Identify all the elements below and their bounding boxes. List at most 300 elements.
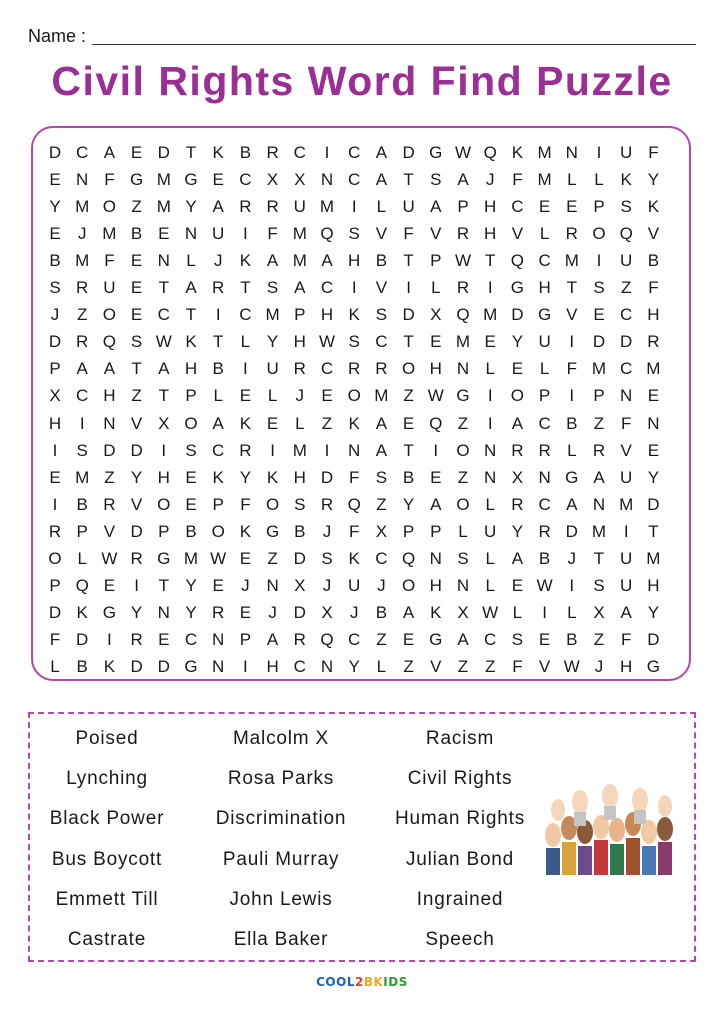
grid-letter[interactable]: N <box>212 656 225 676</box>
grid-letter[interactable]: F <box>403 224 414 244</box>
grid-letter[interactable]: N <box>484 440 497 460</box>
grid-letter[interactable]: I <box>596 143 602 162</box>
grid-letter[interactable]: U <box>212 224 225 244</box>
grid-letter[interactable]: Y <box>402 494 415 514</box>
grid-letter[interactable]: N <box>76 170 89 190</box>
grid-letter[interactable]: T <box>403 251 414 271</box>
grid-letter[interactable]: S <box>593 575 605 595</box>
grid-letter[interactable]: J <box>377 575 386 595</box>
grid-letter[interactable]: O <box>157 494 171 514</box>
grid-letter[interactable]: H <box>293 467 306 487</box>
grid-letter[interactable]: Y <box>511 521 524 541</box>
grid-letter[interactable]: O <box>510 386 524 406</box>
grid-letter[interactable]: E <box>49 467 61 487</box>
grid-letter[interactable]: C <box>348 170 361 190</box>
grid-letter[interactable]: L <box>539 224 550 244</box>
grid-letter[interactable]: A <box>375 170 388 190</box>
grid-letter[interactable]: L <box>567 170 577 190</box>
grid-letter[interactable]: R <box>293 359 306 379</box>
grid-letter[interactable]: E <box>185 494 197 514</box>
grid-letter[interactable]: N <box>320 656 334 676</box>
grid-letter[interactable]: R <box>293 629 306 649</box>
name-input-line[interactable] <box>92 44 696 45</box>
grid-letter[interactable]: M <box>646 548 661 568</box>
grid-letter[interactable]: B <box>294 521 306 541</box>
grid-letter[interactable]: M <box>591 359 607 379</box>
grid-letter[interactable]: R <box>538 521 551 541</box>
grid-letter[interactable]: V <box>511 224 524 244</box>
grid-letter[interactable]: L <box>485 575 495 595</box>
grid-letter[interactable]: J <box>322 521 332 541</box>
grid-letter[interactable]: T <box>648 521 659 541</box>
grid-letter[interactable]: W <box>454 251 472 271</box>
grid-letter[interactable]: N <box>103 413 116 433</box>
grid-letter[interactable]: F <box>104 251 115 271</box>
grid-letter[interactable]: Z <box>104 467 115 487</box>
grid-letter[interactable]: K <box>239 251 252 271</box>
grid-letter[interactable]: A <box>103 359 116 379</box>
grid-letter[interactable]: S <box>49 278 61 298</box>
grid-letter[interactable]: E <box>239 602 252 622</box>
grid-letter[interactable]: M <box>102 224 117 244</box>
grid-letter[interactable]: L <box>512 602 523 622</box>
grid-letter[interactable]: E <box>130 143 143 162</box>
grid-letter[interactable]: Q <box>320 629 334 649</box>
grid-letter[interactable]: A <box>375 413 388 433</box>
grid-letter[interactable]: V <box>130 413 143 433</box>
grid-letter[interactable]: T <box>593 548 605 568</box>
grid-letter[interactable]: B <box>76 494 88 514</box>
grid-letter[interactable]: V <box>620 440 632 460</box>
grid-letter[interactable]: S <box>294 494 306 514</box>
grid-letter[interactable]: R <box>511 440 524 460</box>
grid-letter[interactable]: L <box>376 197 387 217</box>
grid-letter[interactable]: W <box>536 575 553 595</box>
grid-letter[interactable]: N <box>456 359 470 379</box>
grid-letter[interactable]: Z <box>620 278 632 298</box>
grid-letter[interactable]: O <box>401 575 416 595</box>
grid-letter[interactable]: G <box>129 170 144 190</box>
grid-letter[interactable]: I <box>52 494 58 514</box>
grid-letter[interactable]: C <box>348 143 361 162</box>
grid-letter[interactable]: L <box>567 440 577 460</box>
grid-letter[interactable]: K <box>185 332 197 352</box>
grid-letter[interactable]: P <box>430 251 442 271</box>
grid-letter[interactable]: K <box>239 413 252 433</box>
grid-letter[interactable]: L <box>485 548 495 568</box>
grid-letter[interactable]: H <box>620 656 633 676</box>
grid-letter[interactable]: V <box>375 278 388 298</box>
grid-letter[interactable]: G <box>456 386 470 406</box>
grid-letter[interactable]: D <box>293 548 306 568</box>
grid-letter[interactable]: L <box>376 656 387 676</box>
grid-letter[interactable]: I <box>406 278 411 298</box>
grid-letter[interactable]: V <box>375 224 388 244</box>
grid-letter[interactable]: E <box>239 386 252 406</box>
grid-letter[interactable]: X <box>321 602 333 622</box>
grid-letter[interactable]: P <box>593 386 605 406</box>
grid-letter[interactable]: A <box>185 278 197 298</box>
grid-letter[interactable]: J <box>268 602 277 622</box>
grid-letter[interactable]: W <box>101 548 118 568</box>
grid-letter[interactable]: N <box>592 494 606 514</box>
grid-letter[interactable]: M <box>156 170 171 190</box>
grid-letter[interactable]: E <box>511 575 524 595</box>
grid-letter[interactable]: C <box>320 278 334 298</box>
grid-letter[interactable]: I <box>243 359 248 379</box>
grid-letter[interactable]: C <box>293 656 306 676</box>
grid-letter[interactable]: A <box>294 278 306 298</box>
grid-letter[interactable]: P <box>49 575 61 595</box>
grid-letter[interactable]: G <box>157 548 171 568</box>
grid-letter[interactable]: F <box>512 656 523 676</box>
grid-letter[interactable]: B <box>566 413 578 433</box>
grid-letter[interactable]: Z <box>593 413 605 433</box>
grid-letter[interactable]: P <box>49 359 61 379</box>
grid-letter[interactable]: Q <box>102 332 116 352</box>
grid-letter[interactable]: T <box>403 440 414 460</box>
grid-letter[interactable]: L <box>213 386 223 406</box>
grid-letter[interactable]: N <box>212 629 225 649</box>
grid-letter[interactable]: A <box>511 413 524 433</box>
grid-letter[interactable]: E <box>212 170 224 190</box>
grid-letter[interactable]: N <box>320 170 334 190</box>
grid-letter[interactable]: P <box>457 197 469 217</box>
grid-letter[interactable]: E <box>484 332 496 352</box>
grid-letter[interactable]: S <box>593 278 605 298</box>
grid-letter[interactable]: U <box>484 521 497 541</box>
grid-letter[interactable]: N <box>647 413 660 433</box>
grid-letter[interactable]: K <box>348 548 360 568</box>
grid-letter[interactable]: Z <box>131 197 142 217</box>
grid-letter[interactable]: N <box>184 224 198 244</box>
grid-letter[interactable]: L <box>539 359 550 379</box>
grid-letter[interactable]: E <box>647 386 660 406</box>
grid-letter[interactable]: N <box>348 440 361 460</box>
grid-letter[interactable]: D <box>592 332 606 352</box>
grid-letter[interactable]: S <box>620 197 632 217</box>
grid-letter[interactable]: A <box>375 440 388 460</box>
grid-letter[interactable]: D <box>647 629 660 649</box>
grid-letter[interactable]: E <box>266 413 279 433</box>
grid-letter[interactable]: N <box>157 602 170 622</box>
grid-letter[interactable]: U <box>538 332 551 352</box>
grid-letter[interactable]: H <box>157 467 170 487</box>
grid-letter[interactable]: I <box>270 440 275 460</box>
grid-letter[interactable]: E <box>538 197 551 217</box>
grid-letter[interactable]: M <box>455 332 471 352</box>
grid-letter[interactable]: C <box>76 143 89 162</box>
grid-letter[interactable]: T <box>185 143 197 162</box>
grid-letter[interactable]: S <box>348 332 360 352</box>
grid-letter[interactable]: I <box>569 575 575 595</box>
grid-letter[interactable]: L <box>77 548 87 568</box>
grid-letter[interactable]: Q <box>619 224 633 244</box>
grid-letter[interactable]: O <box>211 521 225 541</box>
grid-letter[interactable]: A <box>430 494 442 514</box>
grid-letter[interactable]: F <box>49 629 61 649</box>
grid-letter[interactable]: L <box>431 278 441 298</box>
grid-letter[interactable]: V <box>647 224 660 244</box>
grid-letter[interactable]: C <box>484 629 497 649</box>
grid-letter[interactable]: J <box>295 386 305 406</box>
grid-letter[interactable]: W <box>155 332 172 352</box>
grid-letter[interactable]: D <box>157 143 170 162</box>
grid-letter[interactable]: I <box>487 386 493 406</box>
grid-letter[interactable]: Q <box>483 143 497 162</box>
grid-letter[interactable]: K <box>103 656 116 676</box>
grid-letter[interactable]: F <box>512 170 523 190</box>
grid-letter[interactable]: Y <box>49 197 61 217</box>
grid-letter[interactable]: F <box>348 521 360 541</box>
grid-letter[interactable]: X <box>49 386 61 406</box>
grid-letter[interactable]: S <box>375 305 388 325</box>
grid-letter[interactable]: T <box>131 359 142 379</box>
grid-letter[interactable]: N <box>157 251 170 271</box>
grid-letter[interactable]: Y <box>185 575 197 595</box>
grid-letter[interactable]: O <box>48 548 62 568</box>
grid-letter[interactable]: M <box>537 170 552 190</box>
grid-letter[interactable]: A <box>76 359 88 379</box>
grid-letter[interactable]: L <box>485 359 495 379</box>
grid-letter[interactable]: R <box>48 521 62 541</box>
grid-letter[interactable]: E <box>239 548 252 568</box>
grid-letter[interactable]: Y <box>647 467 660 487</box>
grid-letter[interactable]: F <box>240 494 251 514</box>
grid-letter[interactable]: I <box>215 305 221 325</box>
grid-letter[interactable]: O <box>456 440 470 460</box>
grid-letter[interactable]: C <box>293 143 306 162</box>
grid-letter[interactable]: X <box>593 602 605 622</box>
grid-letter[interactable]: B <box>402 467 415 487</box>
grid-letter[interactable]: M <box>564 251 579 271</box>
grid-letter[interactable]: M <box>537 143 552 162</box>
grid-letter[interactable]: R <box>266 197 279 217</box>
grid-letter[interactable]: L <box>240 332 251 352</box>
grid-letter[interactable]: Q <box>347 494 361 514</box>
grid-letter[interactable]: Z <box>484 656 496 676</box>
grid-letter[interactable]: Z <box>457 656 469 676</box>
grid-letter[interactable]: E <box>430 467 442 487</box>
grid-letter[interactable]: K <box>212 467 224 487</box>
grid-letter[interactable]: Q <box>429 413 443 433</box>
grid-letter[interactable]: R <box>320 494 334 514</box>
grid-letter[interactable]: Z <box>131 386 142 406</box>
grid-letter[interactable]: D <box>130 521 143 541</box>
grid-letter[interactable]: B <box>538 548 551 568</box>
grid-letter[interactable]: C <box>375 332 388 352</box>
grid-letter[interactable]: K <box>620 170 632 190</box>
grid-letter[interactable]: K <box>266 467 279 487</box>
grid-letter[interactable]: X <box>430 305 442 325</box>
grid-letter[interactable]: S <box>457 548 469 568</box>
grid-letter[interactable]: Y <box>130 467 143 487</box>
grid-letter[interactable]: N <box>620 386 633 406</box>
grid-letter[interactable]: D <box>320 467 334 487</box>
grid-letter[interactable]: S <box>321 548 333 568</box>
grid-letter[interactable]: D <box>48 602 62 622</box>
grid-letter[interactable]: H <box>538 278 551 298</box>
grid-letter[interactable]: N <box>456 575 470 595</box>
grid-letter[interactable]: R <box>456 278 470 298</box>
grid-letter[interactable]: C <box>348 629 361 649</box>
grid-letter[interactable]: S <box>511 629 524 649</box>
grid-letter[interactable]: I <box>161 440 167 460</box>
grid-letter[interactable]: B <box>566 629 578 649</box>
grid-letter[interactable]: N <box>565 143 578 162</box>
grid-letter[interactable]: B <box>185 521 197 541</box>
grid-letter[interactable]: O <box>401 359 416 379</box>
grid-letter[interactable]: F <box>104 170 115 190</box>
grid-letter[interactable]: T <box>240 278 251 298</box>
grid-letter[interactable]: H <box>48 413 62 433</box>
grid-letter[interactable]: H <box>266 656 279 676</box>
grid-letter[interactable]: B <box>212 359 224 379</box>
grid-letter[interactable]: H <box>184 359 198 379</box>
grid-letter[interactable]: Y <box>185 602 197 622</box>
grid-letter[interactable]: M <box>265 305 280 325</box>
grid-letter[interactable]: X <box>375 521 388 541</box>
grid-letter[interactable]: A <box>402 602 415 622</box>
grid-letter[interactable]: K <box>76 602 88 622</box>
grid-letter[interactable]: P <box>212 494 224 514</box>
grid-letter[interactable]: C <box>76 386 89 406</box>
grid-letter[interactable]: G <box>184 170 198 190</box>
grid-letter[interactable]: M <box>591 521 607 541</box>
grid-letter[interactable]: G <box>265 521 280 541</box>
grid-letter[interactable]: L <box>295 413 305 433</box>
grid-letter[interactable]: I <box>52 440 58 460</box>
grid-letter[interactable]: G <box>184 656 198 676</box>
grid-letter[interactable]: M <box>75 251 90 271</box>
grid-letter[interactable]: K <box>212 143 224 162</box>
grid-letter[interactable]: P <box>430 521 442 541</box>
grid-letter[interactable]: I <box>569 386 575 406</box>
grid-letter[interactable]: K <box>511 143 524 162</box>
grid-letter[interactable]: G <box>646 656 660 676</box>
grid-letter[interactable]: B <box>76 656 88 676</box>
grid-letter[interactable]: C <box>157 305 170 325</box>
grid-letter[interactable]: E <box>566 197 578 217</box>
grid-letter[interactable]: T <box>212 332 224 352</box>
grid-letter[interactable]: D <box>647 494 660 514</box>
grid-letter[interactable]: B <box>375 602 388 622</box>
grid-letter[interactable]: S <box>130 332 143 352</box>
grid-letter[interactable]: L <box>186 251 196 271</box>
grid-letter[interactable]: R <box>565 224 578 244</box>
grid-letter[interactable]: G <box>537 305 552 325</box>
grid-letter[interactable]: D <box>620 332 633 352</box>
grid-letter[interactable]: Q <box>510 251 524 271</box>
grid-letter[interactable]: E <box>593 305 605 325</box>
grid-letter[interactable]: I <box>324 143 330 162</box>
grid-letter[interactable]: V <box>130 494 143 514</box>
grid-letter[interactable]: G <box>429 629 443 649</box>
grid-letter[interactable]: B <box>375 251 388 271</box>
grid-letter[interactable]: Q <box>320 224 334 244</box>
grid-letter[interactable]: D <box>293 602 306 622</box>
grid-letter[interactable]: Z <box>403 656 414 676</box>
grid-letter[interactable]: A <box>593 467 605 487</box>
grid-letter[interactable]: I <box>596 251 602 271</box>
grid-letter[interactable]: R <box>375 359 388 379</box>
grid-letter[interactable]: I <box>134 575 139 595</box>
grid-letter[interactable]: U <box>402 197 415 217</box>
grid-letter[interactable]: P <box>593 197 605 217</box>
grid-letter[interactable]: B <box>130 224 143 244</box>
grid-letter[interactable]: I <box>433 440 439 460</box>
grid-letter[interactable]: D <box>103 440 116 460</box>
grid-letter[interactable]: A <box>103 143 116 162</box>
grid-letter[interactable]: A <box>620 602 632 622</box>
grid-letter[interactable]: E <box>158 224 170 244</box>
grid-letter[interactable]: I <box>623 521 629 541</box>
grid-letter[interactable]: I <box>542 602 547 622</box>
grid-letter[interactable]: X <box>266 170 279 190</box>
grid-letter[interactable]: F <box>648 143 659 162</box>
grid-letter[interactable]: Q <box>456 305 470 325</box>
grid-letter[interactable]: Q <box>75 575 89 595</box>
grid-letter[interactable]: D <box>48 332 62 352</box>
grid-letter[interactable]: R <box>592 440 606 460</box>
grid-letter[interactable]: R <box>130 629 143 649</box>
grid-letter[interactable]: C <box>239 170 252 190</box>
grid-letter[interactable]: R <box>130 548 143 568</box>
grid-letter[interactable]: F <box>620 413 632 433</box>
grid-letter[interactable]: E <box>130 305 143 325</box>
grid-letter[interactable]: E <box>321 386 333 406</box>
grid-letter[interactable]: M <box>483 305 498 325</box>
grid-letter[interactable]: O <box>184 413 198 433</box>
grid-letter[interactable]: P <box>402 521 415 541</box>
grid-letter[interactable]: M <box>75 197 90 217</box>
grid-letter[interactable]: P <box>185 386 197 406</box>
grid-letter[interactable]: Z <box>267 548 278 568</box>
grid-letter[interactable]: F <box>348 467 360 487</box>
grid-letter[interactable]: S <box>375 467 388 487</box>
grid-letter[interactable]: M <box>374 386 389 406</box>
grid-letter[interactable]: V <box>430 656 442 676</box>
grid-letter[interactable]: Q <box>401 548 416 568</box>
grid-letter[interactable]: R <box>538 440 551 460</box>
grid-letter[interactable]: D <box>565 521 578 541</box>
grid-letter[interactable]: C <box>212 440 225 460</box>
grid-letter[interactable]: R <box>76 332 89 352</box>
grid-letter[interactable]: M <box>646 359 661 379</box>
grid-letter[interactable]: D <box>130 656 143 676</box>
grid-letter[interactable]: U <box>620 467 633 487</box>
grid-letter[interactable]: Y <box>130 602 143 622</box>
grid-letter[interactable]: H <box>348 251 361 271</box>
grid-letter[interactable]: B <box>647 251 660 271</box>
grid-letter[interactable]: Y <box>185 197 197 217</box>
grid-letter[interactable]: H <box>647 305 660 325</box>
grid-letter[interactable]: M <box>156 197 171 217</box>
grid-letter[interactable]: Z <box>593 629 605 649</box>
grid-letter[interactable]: H <box>103 386 116 406</box>
grid-letter[interactable]: F <box>648 278 659 298</box>
grid-letter[interactable]: S <box>430 170 442 190</box>
grid-letter[interactable]: A <box>375 143 388 162</box>
grid-letter[interactable]: A <box>511 548 524 568</box>
grid-letter[interactable]: M <box>292 440 307 460</box>
grid-letter[interactable]: Y <box>348 656 360 676</box>
grid-letter[interactable]: U <box>620 575 633 595</box>
grid-letter[interactable]: C <box>320 359 334 379</box>
grid-letter[interactable]: T <box>158 278 169 298</box>
grid-letter[interactable]: D <box>402 305 415 325</box>
grid-letter[interactable]: B <box>49 251 61 271</box>
